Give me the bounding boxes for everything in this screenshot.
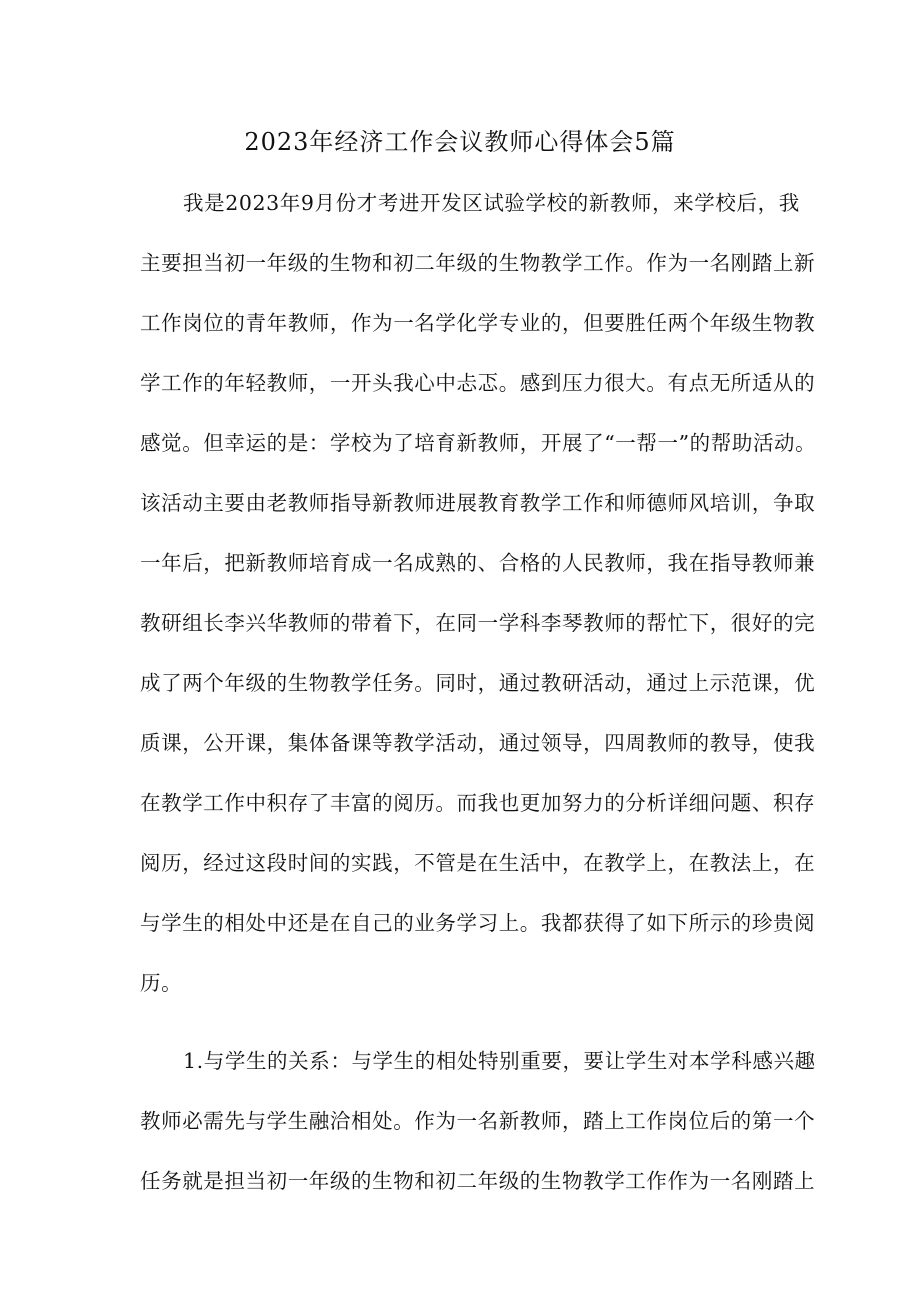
list-item-1-line-1: 1.与学生的关系：与学生的相处特别重要，要让学生对本学科感兴趣 (183, 1049, 816, 1073)
document-title: 2023年经济工作会议教师心得体会5篇 (244, 128, 676, 156)
paragraph-line-8: 教研组长李兴华教师的带着下，在同一学科李琴教师的帮忙下，很好的完 (140, 611, 816, 635)
paragraph-line-11: 在教学工作中积存了丰富的阅历。而我也更加努力的分析详细问题、积存 (140, 791, 816, 815)
paragraph-line-9: 成了两个年级的生物教学任务。同时，通过教研活动，通过上示范课，优 (140, 671, 816, 695)
list-item-1-line-2: 教师必需先与学生融洽相处。作为一名新教师，踏上工作岗位后的第一个 (140, 1109, 816, 1133)
list-item-1-line-3: 任务就是担当初一年级的生物和初二年级的生物教学工作作为一名刚踏上 (140, 1169, 816, 1193)
paragraph-line-3: 工作岗位的青年教师，作为一名学化学专业的，但要胜任两个年级生物教 (140, 311, 816, 335)
paragraph-line-2: 主要担当初一年级的生物和初二年级的生物教学工作。作为一名刚踏上新 (140, 251, 816, 275)
paragraph-line-5: 感觉。但幸运的是：学校为了培育新教师，开展了“一帮一”的帮助活动。 (140, 431, 817, 455)
paragraph-line-14: 历。 (140, 971, 183, 995)
paragraph-line-10: 质课，公开课，集体备课等教学活动，通过领导，四周教师的教导，使我 (140, 731, 816, 755)
paragraph-line-6: 该活动主要由老教师指导新教师进展教育教学工作和师德师风培训，争取 (140, 491, 816, 515)
paragraph-line-13: 与学生的相处中还是在自己的业务学习上。我都获得了如下所示的珍贵阅 (140, 911, 816, 935)
paragraph-line-7: 一年后，把新教师培育成一名成熟的、合格的人民教师，我在指导教师兼 (140, 551, 816, 575)
paragraph-line-4: 学工作的年轻教师，一开头我心中忐忑。感到压力很大。有点无所适从的 (140, 371, 816, 395)
paragraph-line-1: 我是2023年9月份才考进开发区试验学校的新教师，来学校后，我 (183, 191, 800, 215)
paragraph-line-12: 阅历，经过这段时间的实践，不管是在生活中，在教学上，在教法上，在 (140, 851, 816, 875)
